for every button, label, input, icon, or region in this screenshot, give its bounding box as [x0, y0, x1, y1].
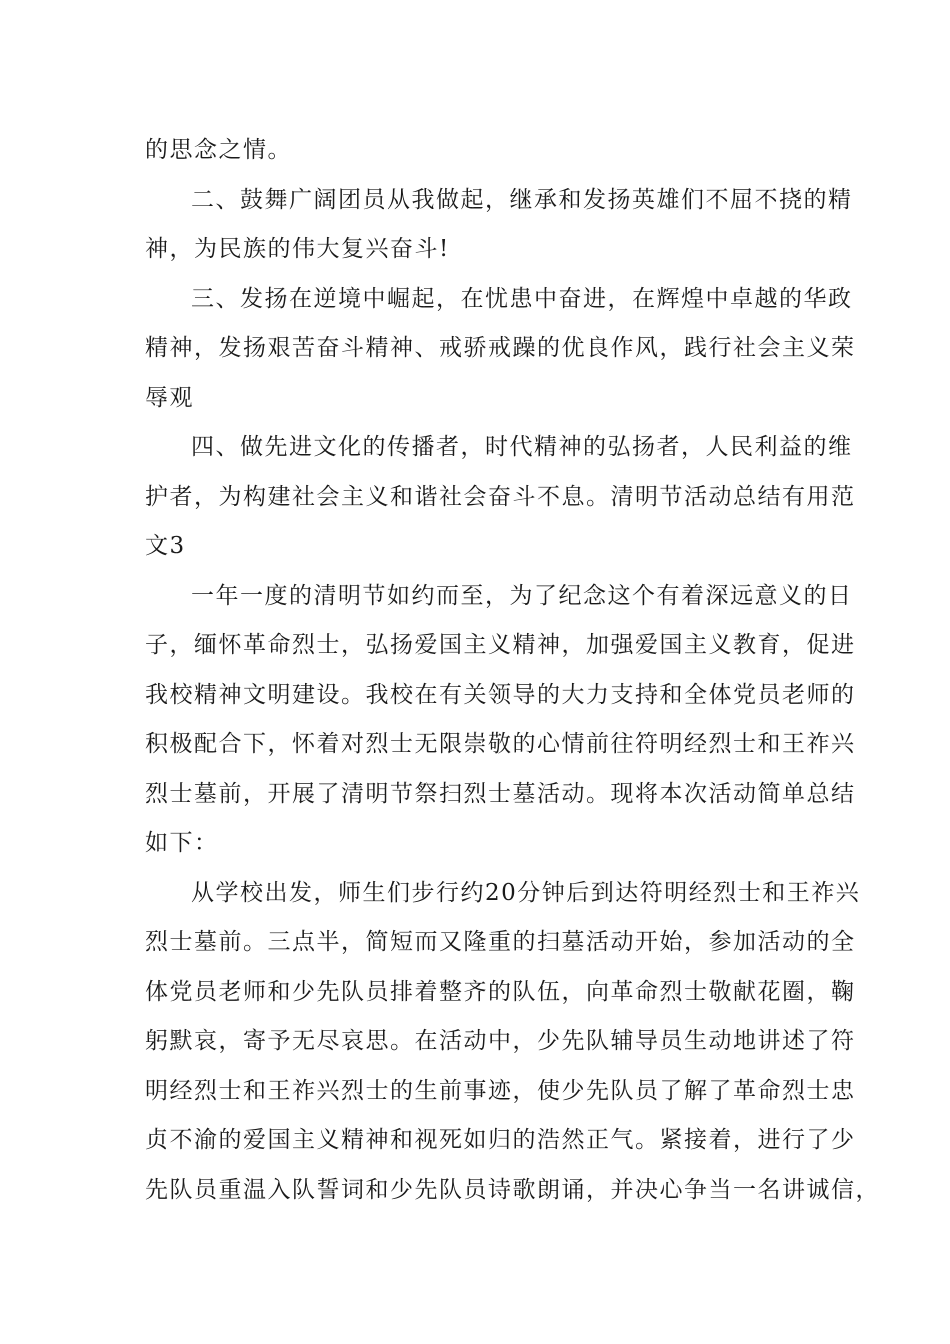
text-line: 如下： — [145, 830, 219, 856]
text-line: 护者，为构建社会主义和谐社会奋斗不息。清明节活动总结有用范 — [145, 483, 856, 510]
text-line: 我校精神文明建设。我校在有关领导的大力支持和全体党员老师的 — [145, 681, 856, 708]
text-line: 文3 — [145, 533, 186, 559]
text-line: 三、发扬在逆境中崛起，在忧患中奋进，在辉煌中卓越的华政 — [191, 285, 853, 312]
text-line: 辱观 — [145, 384, 194, 411]
text-line: 贞不渝的爱国主义精神和视死如归的浩然正气。紧接着，进行了少 — [145, 1127, 856, 1153]
text-line: 烈士墓前，开展了清明节祭扫烈士墓活动。现将本次活动简单总结 — [145, 780, 856, 807]
document-body — [145, 126, 880, 1215]
text-line: 积极配合下，怀着对烈士无限崇敬的心情前往符明经烈士和王祚兴 — [145, 731, 856, 757]
text-line: 烈士墓前。三点半，简短而又隆重的扫墓活动开始，参加活动的全 — [145, 929, 856, 955]
text-line: 先队员重温入队誓词和少先队员诗歌朗诵，并决心争当一名讲诚信， — [145, 1176, 880, 1203]
text-line: 神，为民族的伟大复兴奋斗! — [145, 236, 450, 262]
text-line: 精神，发扬艰苦奋斗精神、戒骄戒躁的优良作风，践行社会主义荣 — [145, 335, 856, 361]
text-line: 二、鼓舞广阔团员从我做起，继承和发扬英雄们不屈不挠的精 — [191, 186, 853, 213]
text-line: 明经烈士和王祚兴烈士的生前事迹，使少先队员了解了革命烈士忠 — [145, 1077, 856, 1104]
text-line: 躬默哀，寄予无尽哀思。在活动中，少先队辅导员生动地讲述了符 — [145, 1028, 856, 1054]
text-line: 的思念之情。 — [145, 137, 292, 163]
text-line: 子，缅怀革命烈士，弘扬爱国主义精神，加强爱国主义教育，促进 — [145, 632, 856, 658]
text-line: 一年一度的清明节如约而至，为了纪念这个有着深远意义的日 — [191, 582, 853, 609]
text-line: 四、做先进文化的传播者，时代精神的弘扬者，人民利益的维 — [191, 434, 853, 460]
text-line: 体党员老师和少先队员排着整齐的队伍，向革命烈士敬献花圈，鞠 — [145, 978, 856, 1005]
text-line: 从学校出发，师生们步行约20分钟后到达符明经烈士和王祚兴 — [191, 879, 861, 906]
